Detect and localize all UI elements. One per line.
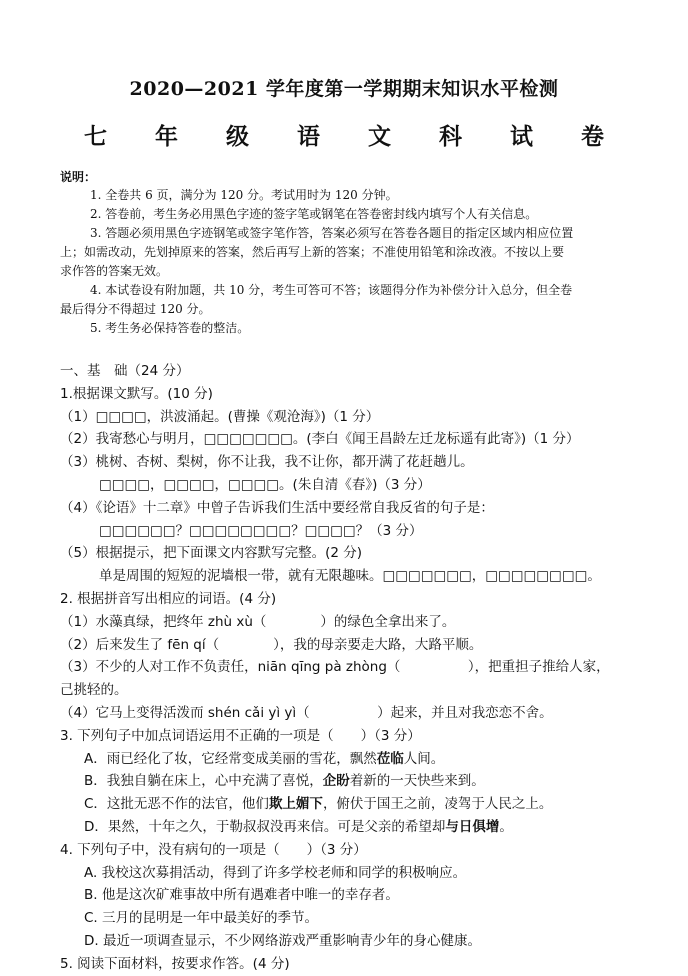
dotted-word: 莅临: [376, 750, 404, 767]
question-line: 己挑轻的。: [60, 682, 128, 699]
section-basics: [60, 360, 660, 976]
question-line: （5）根据提示，把下面课文内容默写完整。(2 分): [60, 545, 363, 562]
question-3-stem: 3. 下列句子中加点词语运用不正确的一项是（ ）（3 分）: [60, 727, 421, 744]
question-5-stem: 5. 阅读下面材料，按要求作答。(4 分): [60, 955, 290, 972]
option-b: B. 他是这次矿难事故中所有遇难者中唯一的幸存者。: [84, 887, 399, 904]
question-line: （2）我寄愁心与明月，□□□□□□□。(李白《闻王昌龄左迁龙标遥有此寄》)（1 分）: [60, 431, 580, 448]
option-d: D．果然，十年之久，于勒叔叔没再来信。可是父亲的希望却与日俱增。: [84, 818, 513, 835]
exam-subtitle: 七 年 级 语 文 科 试 卷: [83, 123, 625, 150]
question-line: （3）不少的人对工作不负责任，niān qīng pà zhòng（ ），把重担子推给人家，: [60, 659, 610, 676]
question-1-stem: 1.根据课文默写。(10 分): [60, 385, 213, 402]
instruction-line: 1. 全卷共 6 页，满分为 120 分。考试用时为 120 分钟。: [90, 188, 398, 202]
option-b: B．我独自躺在床上，心中充满了喜悦，企盼着新的一天快些来到。: [84, 773, 485, 790]
option-a: A．雨已经化了妆，它经常变成美丽的雪花，飘然莅临人间。: [84, 750, 445, 767]
question-line: （3）桃树、杏树、梨树，你不让我，我不让你，都开满了花赶趟儿。: [60, 454, 474, 471]
instruction-line: 4. 本试卷设有附加题，共 10 分，考生可答可不答；该题得分作为补偿分计入总分，但全卷: [90, 283, 573, 297]
instruction-line: 5. 考生务必保持答卷的整洁。: [90, 321, 250, 335]
instructions-label: 说明：: [60, 170, 97, 184]
question-line: 单是周围的短短的泥墙根一带，就有无限趣味。□□□□□□□，□□□□□□□□。: [99, 568, 601, 585]
option-a: A. 我校这次募捐活动，得到了许多学校老师和同学的积极响应。: [84, 864, 467, 881]
question-line: （2）后来发生了 fēn qí（ ），我的母亲要走大路，大路平顺。: [60, 636, 483, 653]
question-line: （4）《论语》十二章》中曾子告诉我们生活中要经常自我反省的句子是：: [60, 499, 494, 516]
question-4-stem: 4. 下列句子中，没有病句的一项是（ ）（3 分）: [60, 841, 367, 858]
instruction-line: 3. 答题必须用黑色字迹钢笔或签字笔作答，答案必须写在答卷各题目的指定区域内相应位置: [90, 226, 574, 240]
dotted-word: 企盼: [322, 773, 350, 790]
instructions: [60, 186, 660, 338]
question-line: □□□□，□□□□，□□□□。(朱自清《春》)（3 分）: [99, 476, 431, 493]
question-line: □□□□□□？□□□□□□□□？□□□□？（3 分）: [99, 522, 423, 539]
section-heading: 一、基 础（24 分）: [60, 363, 190, 379]
option-c: C. 三月的昆明是一年中最美好的季节。: [84, 910, 319, 927]
instruction-line: 最后得分不得超过 120 分。: [60, 302, 211, 316]
option-c: C．这批无恶不作的法官，他们欺上媚下，俯伏于国王之前，凌驾于人民之上。: [84, 796, 553, 813]
dotted-word: 欺上媚下: [268, 796, 323, 813]
question-line: （1）水藻真绿，把终年 zhù xù（ ）的绿色全拿出来了。: [60, 613, 456, 630]
instruction-line: 求作答的答案无效。: [60, 264, 169, 278]
option-d: D. 最近一项调查显示，不少网络游戏严重影响青少年的身心健康。: [84, 932, 481, 949]
exam-title: 2020—2021 学年度第一学期期末知识水平检测: [129, 78, 559, 100]
question-2-stem: 2. 根据拼音写出相应的词语。(4 分): [60, 590, 277, 607]
exam-content: [60, 168, 660, 976]
question-line: （4）它马上变得活泼而 shén cǎi yì yì（ ）起来，并且对我恋恋不舍。: [60, 704, 553, 721]
question-line: （1）□□□□，洪波涌起。(曹操《观沧海》)（1 分）: [60, 408, 380, 425]
instruction-line: 上；如需改动，先划掉原来的答案，然后再写上新的答案；不准使用铅笔和涂改液。不按以上要: [60, 245, 565, 259]
dotted-word: 与日俱增: [445, 818, 500, 835]
instruction-line: 2. 答卷前，考生务必用黑色字迹的签字笔或钢笔在答卷密封线内填写个人有关信息。: [90, 207, 538, 221]
